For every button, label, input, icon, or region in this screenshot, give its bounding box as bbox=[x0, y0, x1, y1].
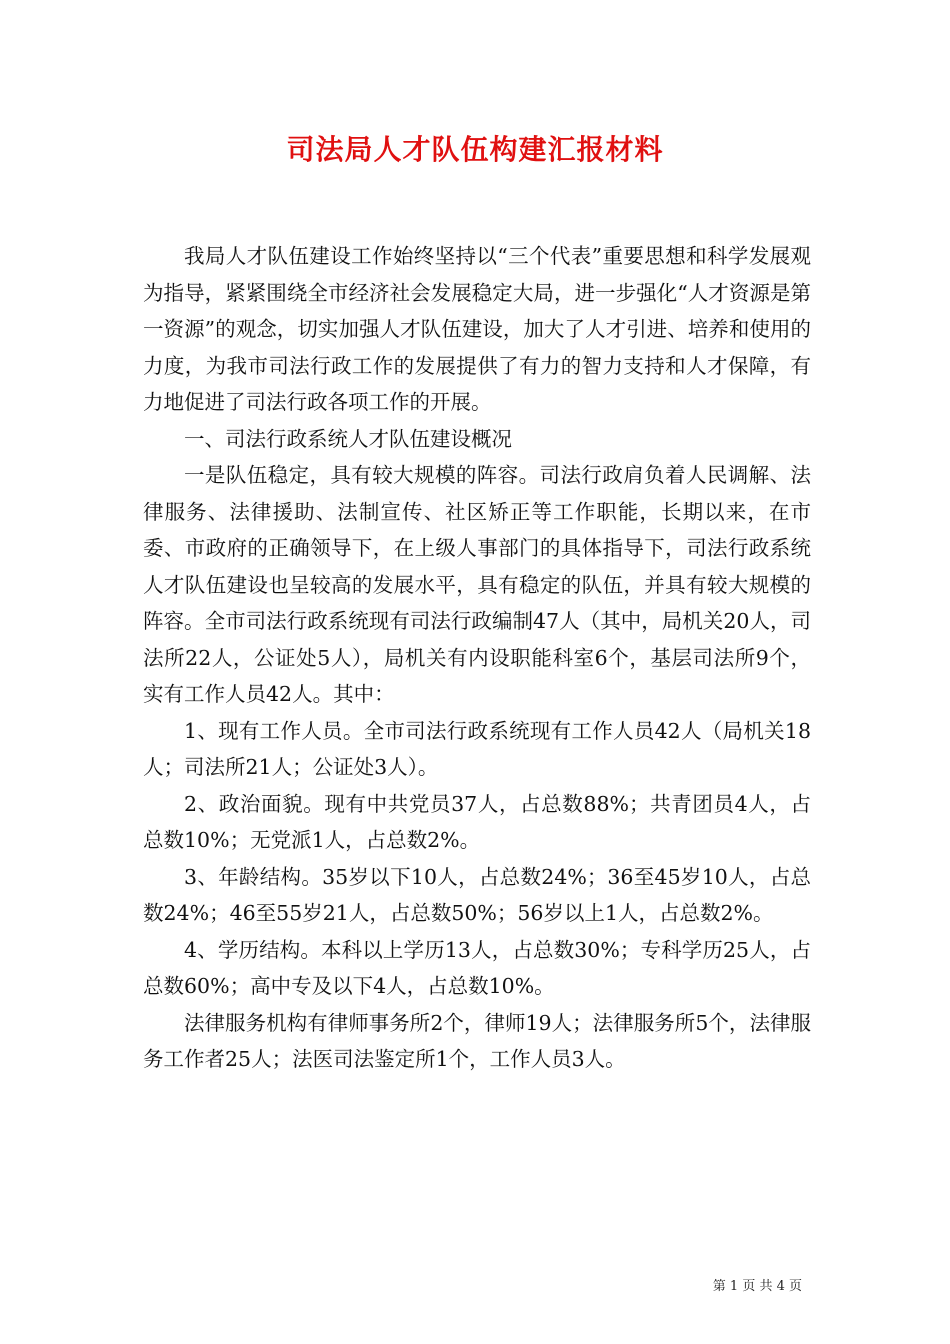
political-status-paragraph: 2、政治面貌。现有中共党员37人，占总数88%；共青团员4人，占总数10%；无党派1人，占总数2%。 bbox=[143, 791, 811, 852]
document-title: 司法局人才队伍构建汇报材料 bbox=[286, 133, 664, 166]
page-number: 第 1 页 共 4 页 bbox=[712, 1279, 802, 1294]
age-structure-paragraph: 3、年龄结构。35岁以下10人，占总数24%；36至45岁10人，占总数24%；46至55岁21人，占总数50%；56岁以上1人，占总数2%。 bbox=[143, 864, 811, 925]
section-heading: 一、司法行政系统人才队伍建设概况 bbox=[184, 426, 512, 451]
education-paragraph: 4、学历结构。本科以上学历13人，占总数30%；专科学历25人，占总数60%；高中专及以下4人，占总数10%。 bbox=[143, 937, 811, 998]
intro-paragraph: 我局人才队伍建设工作始终坚持以“三个代表”重要思想和科学发展观为指导，紧紧围绕全市经济社会发展稳定大局，进一步强化“人才资源是第一资源”的观念，切实加强人才队伍建设，加大了人才引进、培养和使用的力度，为我市司法行政工作的发展提供了有力的智力支持和人才保障，有力地促进了司法行政各项工作的开展。 bbox=[143, 244, 811, 414]
legal-services-paragraph: 法律服务机构有律师事务所2个，律师19人；法律服务所5个，法律服务工作者25人；法医司法鉴定所1个，工作人员3人。 bbox=[143, 1010, 811, 1071]
overview-paragraph: 一是队伍稳定，具有较大规模的阵容。司法行政肩负着人民调解、法律服务、法律援助、法制宣传、社区矫正等工作职能，长期以来，在市委、市政府的正确领导下，在上级人事部门的具体指导下，司法行政系统人才队伍建设也呈较高的发展水平，具有稳定的队伍，并具有较大规模的阵容。全市司法行政系统现有司法行政编制47人（其中，局机关20人，司法所22人，公证处5人），局机关有内设职能科室6个，基层司法所9个，实有工作人员42人。其中： bbox=[143, 463, 811, 706]
document-body bbox=[143, 238, 811, 1078]
staff-paragraph: 1、现有工作人员。全市司法行政系统现有工作人员42人（局机关18人；司法所21人；公证处3人）。 bbox=[143, 718, 811, 779]
